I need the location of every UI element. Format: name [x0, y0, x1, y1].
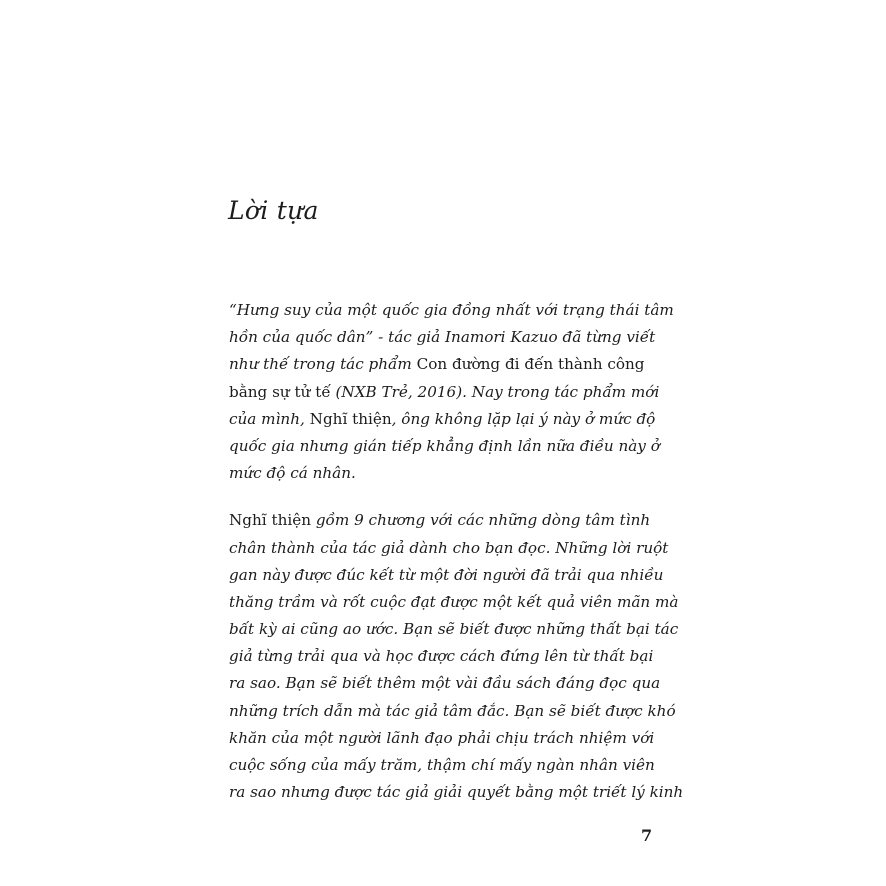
text-line [229, 535, 669, 562]
text-run: “Hưng suy của một quốc gia đồng nhất với trạng thái tâm [229, 301, 674, 319]
text-line [229, 698, 676, 725]
text-line [229, 616, 679, 643]
text-run: khăn của một người lãnh đạo phải chịu trách nhiệm với [229, 728, 655, 747]
text-line [229, 562, 664, 589]
text-line [229, 351, 659, 378]
page-number: 7 [641, 826, 653, 845]
text-run: ra sao. Bạn sẽ biết thêm một vài đầu sách đáng đọc qua [229, 674, 661, 693]
text-line [229, 643, 659, 670]
paragraph-2 [229, 507, 684, 806]
paragraph-1 [229, 297, 674, 487]
text-run: giả từng trải qua và học được cách đứng lên từ thất bại [229, 647, 654, 666]
text-run: chân thành của tác giả dành cho bạn đọc. Những lời ruột [229, 538, 669, 557]
book-title-run: Nghĩ thiện [229, 511, 311, 530]
book-title-run: bằng sự tử tế [229, 382, 331, 401]
text-line [229, 460, 659, 487]
book-title-run: Con đường đi đến thành công [416, 355, 645, 374]
text-run: hồn của quốc dân” - tác giả Inamori Kazuo đã từng viết [229, 328, 656, 347]
book-title-run: Nghĩ thiện [309, 409, 392, 428]
text-run: bất kỳ ai cũng ao ước. Bạn sẽ biết được những thất bại tác [229, 620, 679, 639]
text-run: cuộc sống của mấy trăm, thậm chí mấy ngàn nhân viên [229, 756, 655, 774]
text-run: mức độ cá nhân. [229, 464, 356, 483]
text-line [229, 752, 659, 779]
paragraph-spacer [229, 487, 659, 507]
text-line [229, 589, 679, 616]
text-run: như thế trong tác phẩm [229, 355, 417, 374]
text-run: , ông không lặp lại ý này ở mức độ [391, 409, 656, 428]
text-line [229, 670, 659, 697]
text-line [229, 297, 674, 324]
text-line [229, 725, 659, 752]
text-line [229, 433, 659, 460]
text-line [229, 779, 684, 806]
text-run: thăng trầm và rốt cuộc đạt được một kết quả viên mãn mà [229, 592, 679, 611]
text-run: (NXB Trẻ, 2016). Nay trong tác phẩm mới [330, 382, 660, 401]
body-text [229, 297, 684, 806]
text-run: ra sao nhưng được tác giả giải quyết bằng một triết lý kinh [229, 783, 684, 802]
text-run: gan này được đúc kết từ một đời người đã trải qua nhiều [229, 565, 664, 584]
text-run: gồm 9 chương với các những dòng tâm tình [311, 511, 651, 530]
text-line [229, 507, 659, 534]
text-run: quốc gia nhưng gián tiếp khẳng định lần nữa điều này ở [229, 436, 660, 455]
text-line [229, 406, 659, 433]
text-run: những trích dẫn mà tác giả tâm đắc. Bạn sẽ biết được khó [229, 701, 676, 720]
text-line [229, 324, 659, 351]
text-run: của mình, [229, 409, 310, 428]
text-line [229, 379, 659, 406]
chapter-title: Lời tựa [228, 196, 319, 225]
